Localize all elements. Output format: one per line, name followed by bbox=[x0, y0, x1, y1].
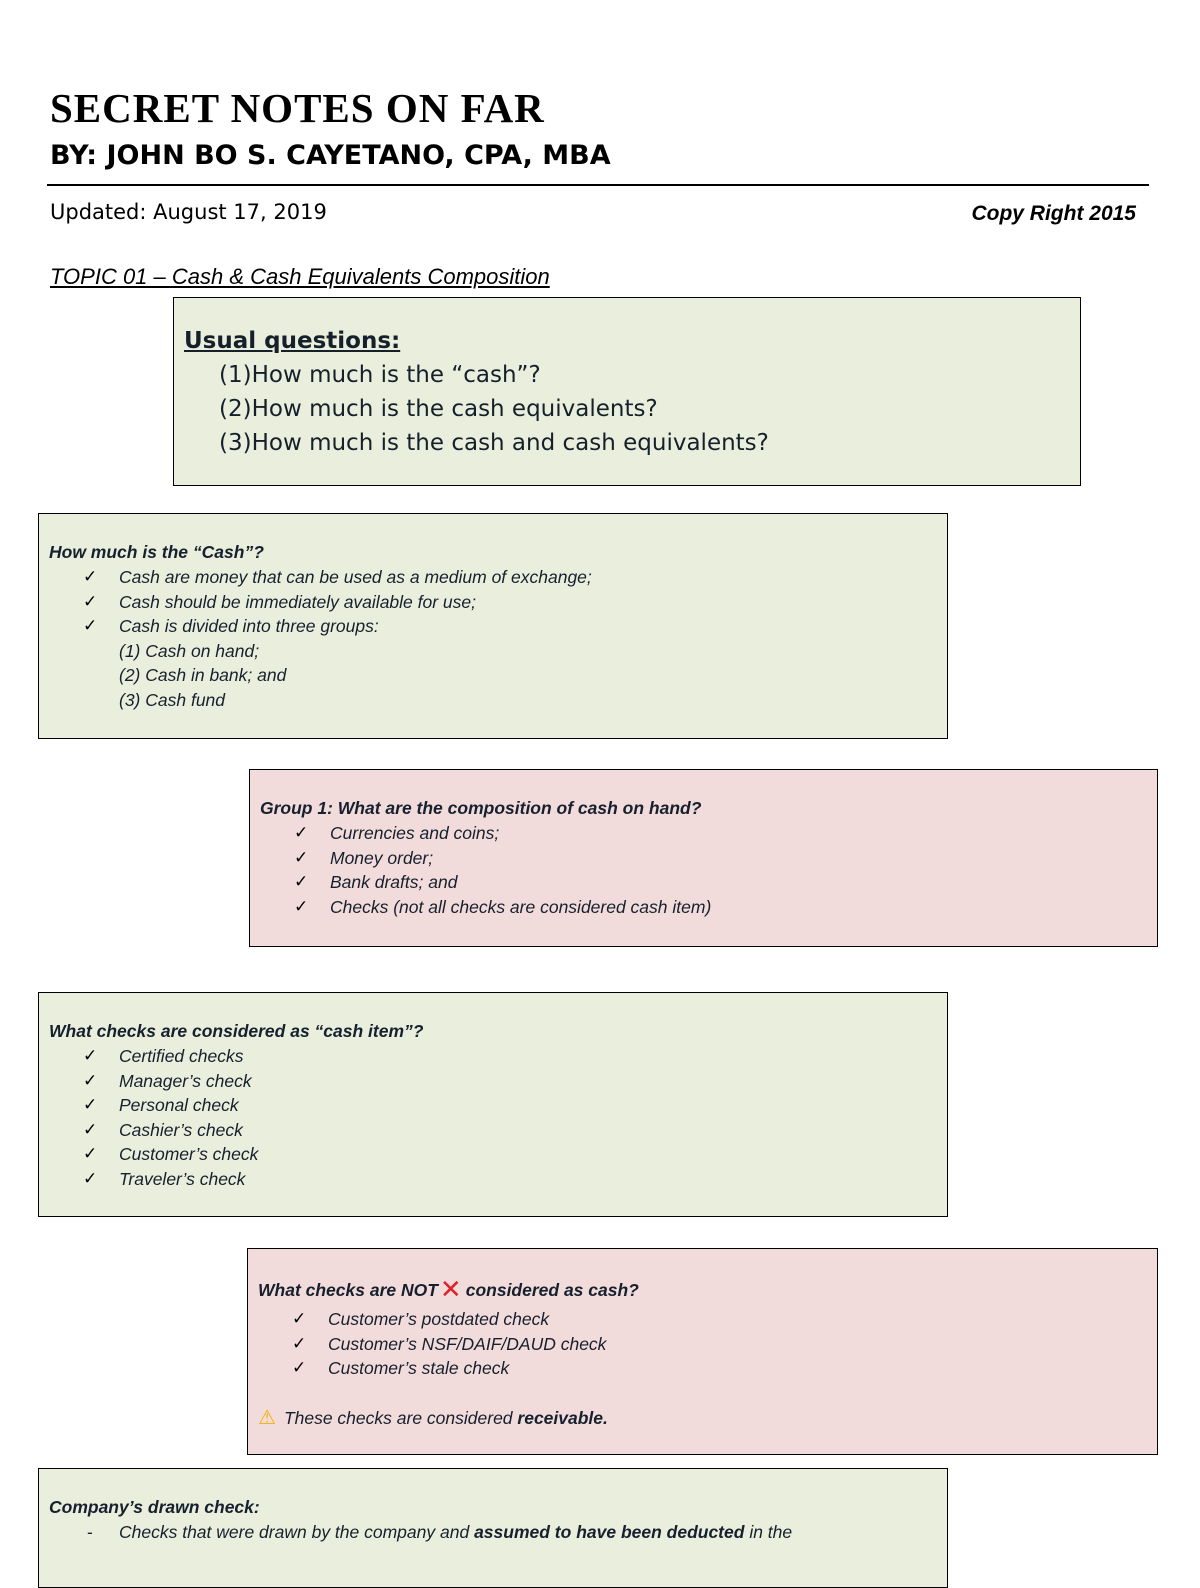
question-2: (2)How much is the cash equivalents? bbox=[219, 396, 658, 422]
copyright-notice: Copy Right 2015 bbox=[971, 202, 1136, 225]
list-item: ✓ Cash are money that can be used as a medium of exchange; bbox=[49, 565, 937, 590]
check-icon: ✓ bbox=[294, 823, 309, 843]
cash-definition-heading: How much is the “Cash”? bbox=[49, 542, 264, 562]
check-icon: ✓ bbox=[292, 1309, 307, 1329]
cash-group-3: (3) Cash fund bbox=[119, 689, 226, 710]
list-item: ✓ Customer’s NSF/DAIF/DAUD check bbox=[258, 1332, 1147, 1357]
list-item: ✓ Checks (not all checks are considered cash item) bbox=[260, 895, 1147, 920]
list-item: ✓ Money order; bbox=[260, 846, 1147, 871]
check-icon: ✓ bbox=[83, 567, 98, 587]
receivable-note: ⚠ These checks are considered receivable. bbox=[258, 1404, 608, 1429]
topic-heading: TOPIC 01 – Cash & Cash Equivalents Composition bbox=[50, 264, 550, 289]
list-item: ✓ Bank drafts; and bbox=[260, 870, 1147, 895]
check-icon: ✓ bbox=[83, 1095, 98, 1115]
cash-on-hand-box bbox=[249, 769, 1158, 947]
list-item: ✓ Cashier’s check bbox=[49, 1118, 937, 1143]
cash-on-hand-heading: Group 1: What are the composition of cash on hand? bbox=[260, 798, 702, 818]
list-item: ✓ Certified checks bbox=[49, 1044, 937, 1069]
list-item: ✓ Manager’s check bbox=[49, 1069, 937, 1094]
check-icon: ✓ bbox=[294, 872, 309, 892]
document-title: SECRET NOTES ON FAR bbox=[50, 85, 545, 131]
list-item: ✓ Customer’s postdated check bbox=[258, 1307, 1147, 1332]
author-line: BY: JOHN BO S. CAYETANO, CPA, MBA bbox=[50, 140, 611, 171]
check-icon: ✓ bbox=[294, 847, 309, 868]
cash-group-1: (1) Cash on hand; bbox=[119, 640, 260, 661]
check-icon: ✓ bbox=[83, 616, 98, 636]
list-item: - Checks that were drawn by the company and assumed to have been deducted in the bbox=[49, 1520, 937, 1545]
list-item: ✓ Personal check bbox=[49, 1093, 937, 1118]
question-3: (3)How much is the cash and cash equivalents? bbox=[219, 430, 769, 456]
list-item: ✓ Cash is divided into three groups: bbox=[49, 614, 937, 639]
cash-item-checks-box bbox=[38, 992, 948, 1217]
non-cash-checks-box bbox=[247, 1248, 1158, 1455]
check-icon: ✓ bbox=[83, 1168, 98, 1189]
check-icon: ✓ bbox=[83, 1144, 98, 1164]
list-item: ✓ Currencies and coins; bbox=[260, 821, 1147, 846]
list-item: ✓ Customer’s stale check bbox=[258, 1356, 1147, 1381]
check-icon: ✓ bbox=[292, 1358, 307, 1378]
cash-group-2: (2) Cash in bank; and bbox=[119, 665, 287, 685]
usual-questions-heading: Usual questions: bbox=[184, 328, 401, 354]
company-drawn-check-box bbox=[38, 1468, 948, 1588]
check-icon: ✓ bbox=[83, 591, 98, 612]
usual-questions-box bbox=[173, 297, 1081, 486]
company-drawn-check-heading: Company’s drawn check: bbox=[49, 1497, 260, 1517]
check-icon: ✓ bbox=[294, 896, 309, 917]
cross-icon: ✕ bbox=[439, 1275, 462, 1305]
list-item: ✓ Cash should be immediately available for use; bbox=[49, 590, 937, 615]
cash-definition-box bbox=[38, 513, 948, 739]
check-icon: ✓ bbox=[83, 1119, 98, 1140]
warning-icon: ⚠ bbox=[258, 1404, 276, 1429]
cash-item-checks-heading: What checks are considered as “cash item”? bbox=[49, 1021, 424, 1041]
header-divider bbox=[47, 184, 1149, 186]
check-icon: ✓ bbox=[83, 1046, 98, 1066]
check-icon: ✓ bbox=[292, 1333, 307, 1354]
check-icon: ✓ bbox=[83, 1070, 98, 1091]
updated-date: Updated: August 17, 2019 bbox=[50, 200, 327, 224]
dash-bullet: - bbox=[87, 1522, 93, 1542]
question-1: (1)How much is the “cash”? bbox=[219, 362, 541, 388]
list-item: ✓ Customer’s check bbox=[49, 1142, 937, 1167]
list-item: ✓ Traveler’s check bbox=[49, 1167, 937, 1192]
non-cash-checks-heading: What checks are NOT✕ considered as cash? bbox=[258, 1275, 639, 1305]
